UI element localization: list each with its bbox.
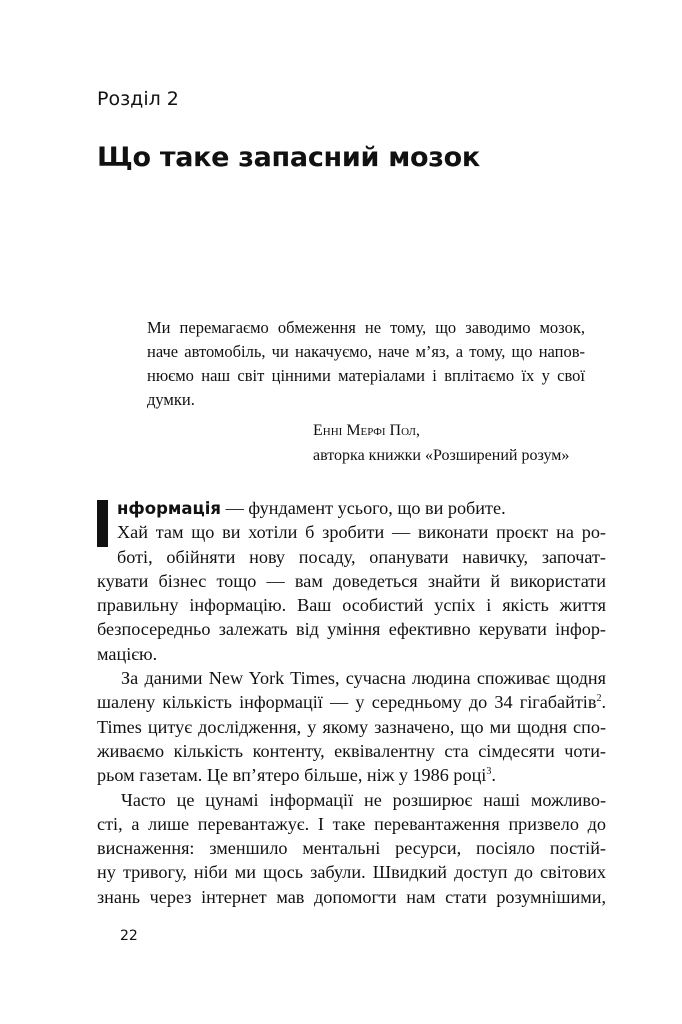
body-line: мацією. [97,643,158,664]
body-line [97,763,606,787]
body-line: сті, а лише перевантажує. І таке перевантаження призвело до [97,813,606,834]
period: . [601,692,606,713]
footnote-ref[interactable]: 2 [596,693,602,705]
body-line: живаємо кількість контенту, еквівалентну ста сімдесяти чоти- [97,740,606,761]
body-line: Хай там що ви хотіли б зробити — виконати проєкт на ро- [117,522,606,543]
epigraph-attribution [313,419,569,468]
epigraph-line: думки. [147,390,195,409]
body-line-text: — фундамент усього, що ви робите. [221,498,506,518]
body-line: ну тривогу, ніби ми щось забули. Швидкий доступ до світових [97,862,606,883]
epigraph-source: авторка книжки «Розширений розум» [313,446,570,464]
chapter-label: Розділ 2 [97,88,179,110]
body-line: За даними New York Times, сучасна людина споживає щодня [121,668,606,689]
body-line: кувати бізнес тощо — вам доведеться знайти й використати [97,570,606,591]
body-line: Часто це цунамі інформації не розширює наші можливо- [121,789,606,810]
body-line: правильну інформацію. Ваш особистий успіх і якість життя [97,595,606,616]
period: . [491,765,496,786]
body-line: знань через інтернет мав допомогти нам стати розумнішими, [97,886,606,907]
epigraph-line: наче автомобіль, чи накачуємо, наче м’яз, а тому, що напов- [147,342,585,361]
epigraph-line: нюємо наш світ цінними матеріалами і вплітаємо їх у свої [147,366,585,385]
body-line-text: шалену кількість інформації — у середньому до 34 гігабайтів [97,692,597,713]
lead-word: нформація [117,499,222,518]
epigraph-line: Ми перемагаємо обмеження не тому, що заводимо мозок, [147,318,585,337]
footnote-ref[interactable]: 3 [486,766,492,778]
epigraph-author: Енні Мерфі Пол, [313,422,420,439]
body-text [97,496,606,909]
page-number: 22 [120,928,138,944]
body-line: виснаження: зменшило ментальні ресурси, посіяло постій- [97,838,606,859]
body-line: Times цитує дослідження, у якому зазначено, що ми щодня спо- [97,716,606,737]
body-line: безпосередньо залежать від уміння ефективно керувати інфор- [97,619,606,640]
chapter-title: Що таке запасний мозок [97,142,480,173]
body-line [97,496,606,520]
body-line [97,690,606,714]
body-line-text: рьом газетам. Це вп’ятеро більше, ніж у 1986 році [97,765,487,786]
body-line: боті, обійняти нову посаду, опанувати навичку, започат- [117,546,606,567]
epigraph [147,316,585,412]
